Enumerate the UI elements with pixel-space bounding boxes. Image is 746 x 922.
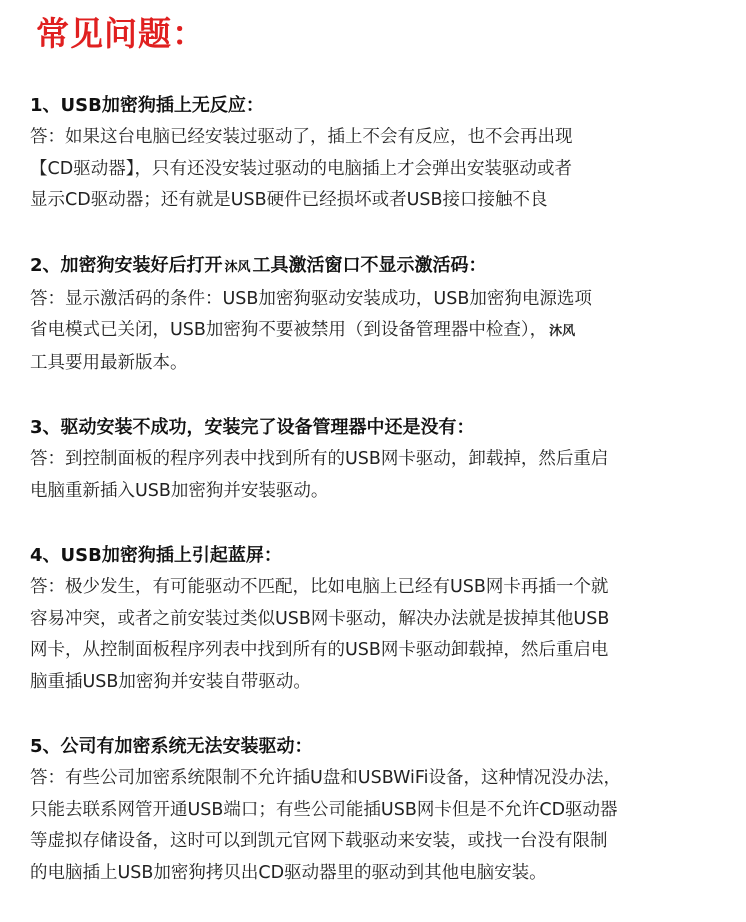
faq-item-5 xyxy=(30,731,730,889)
answer-line: 工具要用最新版本。 xyxy=(30,352,188,373)
brand-name: 沐风 xyxy=(224,259,251,275)
faq-item-1 xyxy=(30,90,730,217)
faq-answer xyxy=(30,763,730,889)
question-text: 2、加密狗安装好后打开 xyxy=(30,254,223,276)
faq-item-3 xyxy=(30,412,730,507)
answer-line: 答：到控制面板的程序列表中找到所有的USB网卡驱动，卸载掉，然后重启 xyxy=(30,449,609,469)
question-text: 1、USB加密狗插上无反应： xyxy=(30,95,264,116)
question-text: 5、公司有加密系统无法安装驱动： xyxy=(30,736,313,757)
faq-item-2 xyxy=(30,250,730,380)
question-text: 3、驱动安装不成功，安装完了设备管理器中还是没有： xyxy=(30,417,475,438)
faq-answer xyxy=(30,122,730,217)
answer-line: 答：显示激活码的条件：USB加密狗驱动安装成功，USB加密狗电源选项 xyxy=(30,288,592,309)
faq-question xyxy=(30,731,730,762)
faq-answer xyxy=(30,444,730,507)
faq-question xyxy=(30,90,730,121)
faq-list xyxy=(30,90,730,922)
faq-answer xyxy=(30,572,730,698)
answer-line: 容易冲突，或者之前安装过类似USB网卡驱动，解决办法就是拔掉其他USB xyxy=(30,608,610,629)
answer-line: 答：极少发生，有可能驱动不匹配，比如电脑上已经有USB网卡再插一个就 xyxy=(30,577,609,597)
answer-line: 脑重插USB加密狗并安装自带驱动。 xyxy=(30,671,311,692)
page-title: 常见问题： xyxy=(36,14,206,53)
answer-text: 省电模式已关闭，USB加密狗不要被禁用（到设备管理器中检查）， xyxy=(30,320,548,340)
answer-line: 【CD驱动器】，只有还没安装过驱动的电脑插上才会弹出安装驱动或者 xyxy=(30,158,572,179)
answer-line: 答：有些公司加密系统限制不允许插U盘和USBWiFi设备，这种情况没办法， xyxy=(30,768,622,788)
question-text: 工具激活窗口不显示激活码： xyxy=(252,254,487,276)
answer-line: 答：如果这台电脑已经安装过驱动了，插上不会有反应，也不会再出现 xyxy=(30,127,573,147)
faq-question xyxy=(30,540,730,571)
faq-answer xyxy=(30,284,730,380)
answer-line: 等虚拟存储设备，这时可以到凯元官网下载驱动来安装，或找一台没有限制 xyxy=(30,831,608,851)
faq-item-4 xyxy=(30,540,730,698)
answer-line xyxy=(30,315,730,348)
faq-question xyxy=(30,412,730,443)
answer-line: 网卡，从控制面板程序列表中找到所有的USB网卡驱动卸载掉，然后重启电 xyxy=(30,640,609,660)
brand-name: 沐风 xyxy=(549,324,576,339)
faq-question xyxy=(30,250,730,283)
answer-line: 电脑重新插入USB加密狗并安装驱动。 xyxy=(30,480,329,501)
question-text: 4、USB加密狗插上引起蓝屏： xyxy=(30,545,282,566)
answer-line: 的电脑插上USB加密狗拷贝出CD驱动器里的驱动到其他电脑安装。 xyxy=(30,862,547,883)
answer-line: 只能去联系网管开通USB端口；有些公司能插USB网卡但是不允许CD驱动器 xyxy=(30,799,618,820)
answer-line: 显示CD驱动器；还有就是USB硬件已经损坏或者USB接口接触不良 xyxy=(30,190,548,210)
